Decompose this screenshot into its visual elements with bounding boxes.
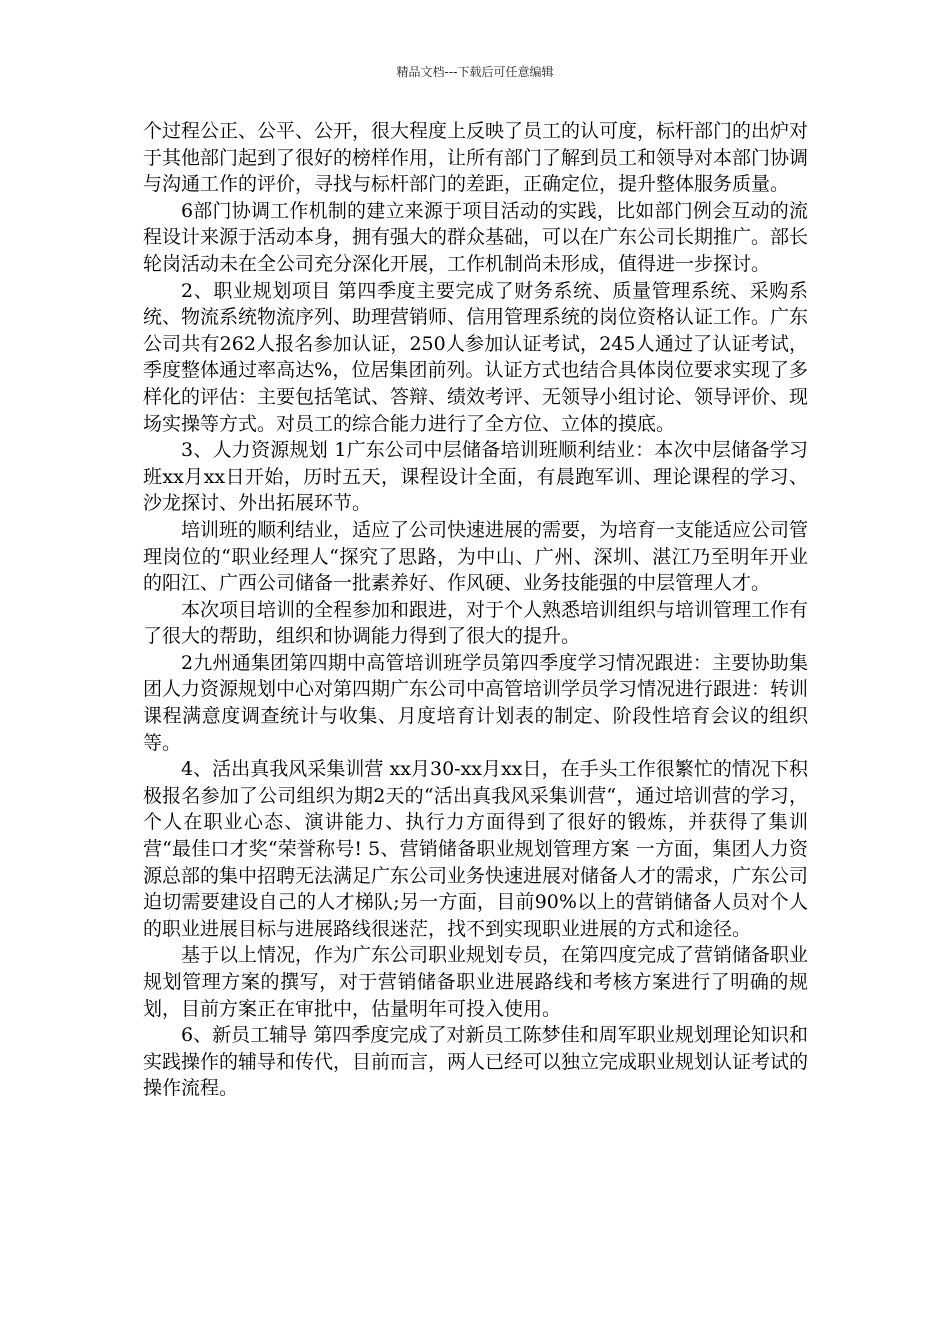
paragraph-6: 本次项目培训的全程参加和跟进，对于个人熟悉培训组织与培训管理工作有了很大的帮助，组织和协调能力得到了很大的提升。 [143,598,809,648]
document-body [143,118,808,1102]
paragraph-3: 2、职业规划项目 第四季度主要完成了财务系统、质量管理系统、采购系统、物流系统物流序列、助理营销师、信用管理系统的岗位资格认证工作。广东公司共有262人报名参加认证，250人参加认证考试，245人通过了认证考试，季度整体通过率高达%，位居集团前列。认证方式也结合具体岗位要求实现了多样化的评估：主要包括笔试、答辩、绩效考评、无领导小组讨论、领导评价、现场实操等方式。对员工的综合能力进行了全方位、立体的摸底。 [143,279,809,435]
paragraph-1: 个过程公正、公平、公开，很大程度上反映了员工的认可度，标杆部门的出炉对于其他部门起到了很好的榜样作用，让所有部门了解到员工和领导对本部门协调与沟通工作的评价，寻找与标杆部门的差距，正确定位，提升整体服务质量。 [143,120,809,196]
paragraph-7: 2九州通集团第四期中高管培训班学员第四季度学习情况跟进：主要协助集团人力资源规划中心对第四期广东公司中高管培训学员学习情况进行跟进：转训课程满意度调查统计与收集、月度培育计划表的制定、阶段性培育会议的组织等。 [143,651,809,754]
page-header: 精品文档---下载后可任意编辑 [396,65,554,79]
paragraph-2: 6部门协调工作机制的建立来源于项目活动的实践，比如部门例会互动的流程设计来源于活动本身，拥有强大的群众基础，可以在广东公司长期推广。部长轮岗活动未在全公司充分深化开展，工作机制尚未形成，值得进一步探讨。 [143,199,809,275]
paragraph-8: 4、活出真我风采集训营 xx月30-xx月xx日，在手头工作很繁忙的情况下积极报名参加了公司组织为期2天的“活出真我风采集训营“，通过培训营的学习，个人在职业心态、演讲能力、执行力方面得到了很好的锻炼，并获得了集训营“最佳口才奖“荣誉称号! 5、营销储备职业规划管理方案 一方面，集团人力资源总部的集中招聘无法满足广东公司业务快速进展对储备人才的需求，广东公司迫切需要建设自己的人才梯队;另一方面，目前90%以上的营销储备人员对个人的职业进展目标与进展路线很迷茫，找不到实现职业进展的方式和途径。 [143,758,809,940]
paragraph-4: 3、人力资源规划 1广东公司中层储备培训班顺利结业：本次中层储备学习班xx月xx日开始，历时五天，课程设计全面，有晨跑军训、理论课程的学习、沙龙探讨、外出拓展环节。 [143,439,808,515]
paragraph-10: 6、新员工辅导 第四季度完成了对新员工陈梦佳和周军职业规划理论知识和实践操作的辅导和传代，目前而言，两人已经可以独立完成职业规划认证考试的操作流程。 [143,1024,809,1100]
paragraph-5: 培训班的顺利结业，适应了公司快速进展的需要，为培育一支能适应公司管理岗位的“职业经理人“探究了思路，为中山、广州、深圳、湛江乃至明年开业的阳江、广西公司储备一批素养好、作风硬、业务技能强的中层管理人才。 [143,518,809,595]
paragraph-9: 基于以上情况，作为广东公司职业规划专员，在第四度完成了营销储备职业规划管理方案的撰写，对于营销储备职业进展路线和考核方案进行了明确的规划，目前方案正在审批中，估量明年可投入使用。 [143,944,809,1020]
